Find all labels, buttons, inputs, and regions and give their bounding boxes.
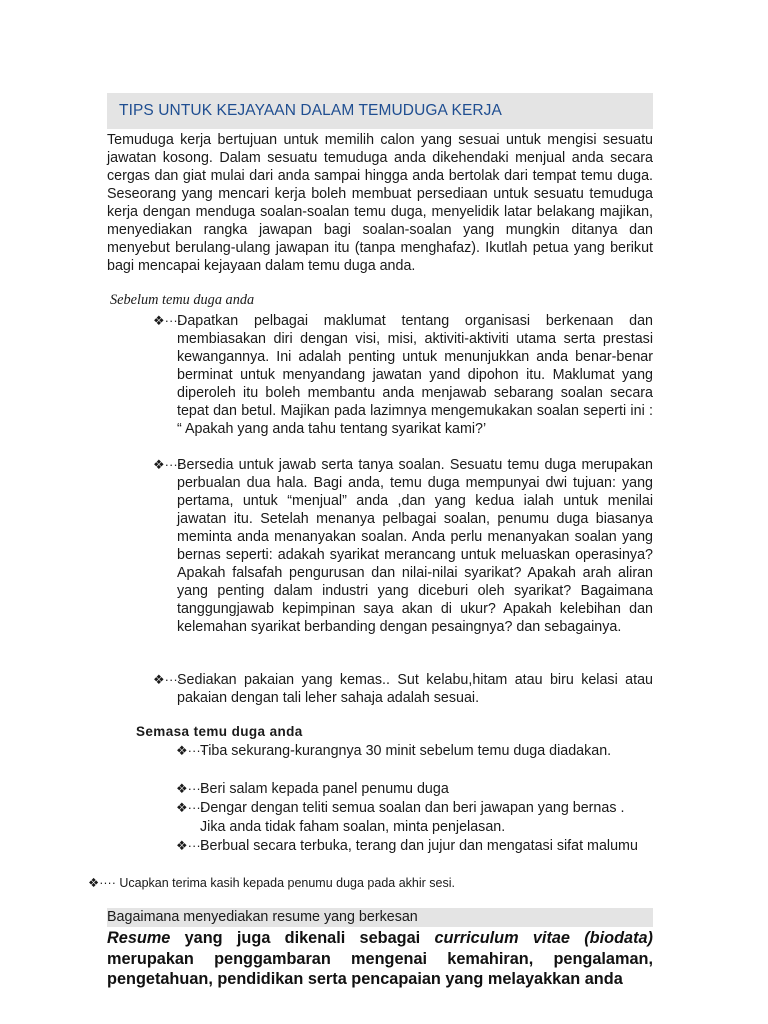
list-item — [153, 312, 653, 438]
list-item — [153, 456, 653, 636]
resume-banner — [107, 908, 653, 927]
list-item-text: Berbual secara terbuka, terang dan jujur dan mengatasi sifat malumu — [200, 838, 638, 854]
diamond-bullet-icon: ❖···· — [153, 672, 182, 687]
list-item-text: Bersedia untuk jawab serta tanya soalan. Sesuatu temu duga merupakan perbualan dua hala. Bagi anda, temu duga mempunyai dwi tujuan: yang pertama, untuk “menjual” anda ,dan yang kedua ialah untuk menilai jawatan itu. Setelah menanya pelbagai soalan, penumu duga biasanya meminta anda menanyakan soalan. Anda perlu menanyakan soalan yang bernas seperti: adakah syarikat merancang untuk meluaskan operasinya? Apakah falsafah pengurusan dan nilai-nilai syarikat? Apakah arah aliran yang penting dalam industri yang diceburi oleh syarikat? Bagaimana tanggungjawab kepimpinan saya akan di ukur? Apakah kelebihan dan kelemahan syarikat berbanding dengan pesaingnya? dan sebagainya. — [177, 457, 653, 635]
list-item-text: Sediakan pakaian yang kemas.. Sut kelabu,hitam atau biru kelasi atau pakaian dengan tali leher sahaja adalah sesuai. — [177, 672, 653, 706]
list-item — [176, 742, 620, 761]
list-item — [153, 671, 653, 707]
diamond-bullet-icon: ❖···· — [176, 838, 205, 853]
resume-text-1: yang juga dikenali sebagai — [170, 929, 435, 947]
section-heading-before: Sebelum temu duga anda — [110, 292, 255, 308]
list-item — [176, 837, 645, 856]
title-banner — [107, 93, 653, 129]
resume-text-2: merupakan penggambaran mengenai kemahiran, pengalaman, pengetahuan, pendidikan serta pencapaian yang melayakkan anda — [107, 949, 653, 988]
diamond-bullet-icon: ❖···· — [176, 781, 205, 796]
list-item-text: Ucapkan terima kasih kepada penumu duga pada akhir sesi. — [119, 876, 455, 890]
diamond-bullet-icon: ❖···· — [176, 800, 205, 815]
list-item-text: Dapatkan pelbagai maklumat tentang organisasi berkenaan dan membiasakan diri dengan visi, misi, aktiviti-aktiviti utama serta prestasi kewangannya. Ini adalah penting untuk menunjukkan anda benar-benar berminat untuk menyandang jawatan yand dipohon itu. Maklumat yang diperoleh itu boleh membantu anda menjawab sebarang soalan secara tepat dan betul. Majikan pada lazimnya mengemukakan soalan seperti ini : “ Apakah yang anda tahu tentang syarikat kami?’ — [177, 313, 653, 437]
resume-paragraph — [107, 928, 653, 990]
list-item-text: Dengar dengan teliti semua soalan dan beri jawapan yang bernas . Jika anda tidak faham soalan, minta penjelasan. — [200, 800, 625, 835]
resume-term: Resume — [107, 929, 171, 947]
diamond-bullet-icon: ❖···· — [153, 313, 182, 328]
list-item — [176, 780, 620, 799]
list-item — [176, 799, 640, 836]
intro-paragraph: Temuduga kerja bertujuan untuk memilih calon yang sesuai untuk mengisi sesuatu jawatan kosong. Dalam sesuatu temuduga anda dikehendaki menjual anda secara cergas dan giat mulai dari anda sampai hingga anda bertolak dari tempat temu duga. Seseorang yang mencari kerja boleh membuat persediaan untuk sesuatu temuduga kerja dengan menduga soalan-soalan temu duga, menyelidik latar belakang majikan, menyediakan rangka jawapan bagi soalan-soalan yang mungkin ditanya dan menyebut berulang-ulang jawapan itu (tanpa menghafaz). Ikutlah petua yang berikut bagi mencapai kejayaan dalam temu duga anda. — [107, 132, 653, 274]
cv-term: curriculum vitae (biodata) — [434, 929, 653, 947]
section-heading-during: Semasa temu duga anda — [136, 724, 303, 739]
document-title: TIPS UNTUK KEJAYAAN DALAM TEMUDUGA KERJA — [119, 102, 502, 119]
list-item-text: Beri salam kepada panel penumu duga — [200, 781, 449, 797]
list-item — [88, 875, 455, 890]
diamond-bullet-icon: ❖···· — [176, 743, 205, 758]
list-item-text: Tiba sekurang-kurangnya 30 minit sebelum temu duga diadakan. — [200, 743, 612, 759]
resume-heading: Bagaimana menyediakan resume yang berkesan — [107, 909, 418, 925]
diamond-bullet-icon: ❖···· — [88, 876, 116, 890]
diamond-bullet-icon: ❖···· — [153, 457, 182, 472]
